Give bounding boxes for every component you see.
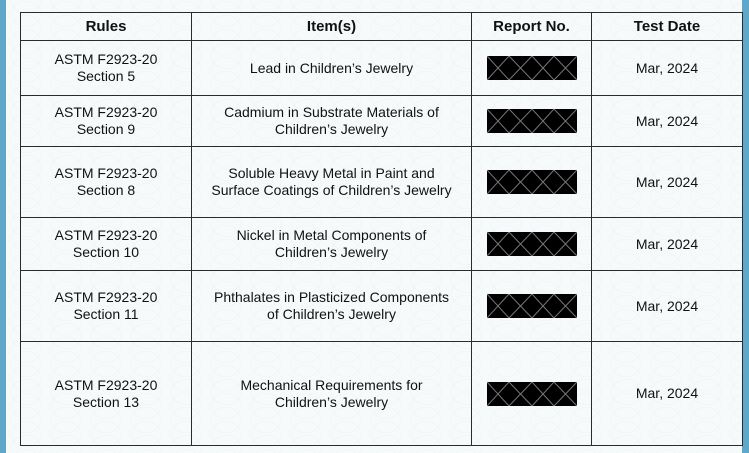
report-cell bbox=[472, 218, 592, 271]
rule-section: Section 11 bbox=[73, 306, 139, 322]
table-row bbox=[21, 218, 743, 271]
table-row bbox=[21, 342, 743, 446]
rule-section: Section 8 bbox=[76, 182, 136, 198]
header-items: Item(s) bbox=[192, 13, 472, 41]
item-cell bbox=[192, 41, 472, 96]
item-text-line2: Children’s Jewelry bbox=[274, 244, 389, 260]
date-cell: Mar, 2024 bbox=[592, 218, 743, 271]
item-text-line2: Children’s Jewelry bbox=[274, 393, 389, 410]
header-test-date: Test Date bbox=[592, 13, 743, 41]
rule-standard: ASTM F2923-20 bbox=[54, 51, 158, 67]
rule-cell bbox=[21, 342, 192, 446]
date-cell: Mar, 2024 bbox=[592, 147, 743, 218]
rule-cell bbox=[21, 271, 192, 342]
item-text: Lead in Children’s Jewelry bbox=[249, 59, 414, 76]
item-text: Mechanical Requirements for bbox=[240, 376, 423, 393]
redacted-report-number bbox=[487, 170, 577, 194]
report-cell bbox=[472, 271, 592, 342]
rule-section: Section 13 bbox=[72, 393, 140, 410]
item-text: Cadmium in Substrate Materials of bbox=[224, 104, 439, 120]
header-rules: Rules bbox=[21, 13, 192, 41]
report-cell bbox=[472, 147, 592, 218]
redacted-report-number bbox=[487, 382, 577, 406]
redacted-report-number bbox=[487, 56, 577, 80]
item-text-line2: of Children’s Jewelry bbox=[267, 306, 396, 322]
report-cell bbox=[472, 41, 592, 96]
rule-section: Section 9 bbox=[76, 121, 136, 137]
rule-cell bbox=[21, 96, 192, 147]
item-text: Phthalates in Plasticized Components bbox=[213, 289, 450, 305]
rule-standard: ASTM F2923-20 bbox=[54, 289, 158, 305]
rule-standard: ASTM F2923-20 bbox=[54, 165, 158, 181]
table-row bbox=[21, 96, 743, 147]
rule-cell bbox=[21, 218, 192, 271]
rule-section: Section 10 bbox=[72, 244, 140, 260]
date-cell: Mar, 2024 bbox=[592, 96, 743, 147]
item-cell bbox=[192, 271, 472, 342]
header-report-no: Report No. bbox=[472, 13, 592, 41]
item-text: Nickel in Metal Components of bbox=[236, 227, 427, 243]
item-text-line2: Surface Coatings of Children’s Jewelry bbox=[211, 182, 452, 198]
rule-cell bbox=[21, 147, 192, 218]
redacted-report-number bbox=[487, 294, 577, 318]
item-text-line2: Children’s Jewelry bbox=[274, 121, 389, 137]
table-header-row bbox=[21, 13, 743, 41]
certificate-paper bbox=[6, 0, 742, 453]
date-cell: Mar, 2024 bbox=[592, 41, 743, 96]
redacted-report-number bbox=[487, 109, 577, 133]
rule-standard: ASTM F2923-20 bbox=[54, 376, 158, 393]
report-cell bbox=[472, 96, 592, 147]
rule-standard: ASTM F2923-20 bbox=[54, 104, 158, 120]
table-row bbox=[21, 41, 743, 96]
item-cell bbox=[192, 96, 472, 147]
item-cell bbox=[192, 218, 472, 271]
date-cell: Mar, 2024 bbox=[592, 342, 743, 446]
table-row bbox=[21, 271, 743, 342]
redacted-report-number bbox=[487, 232, 577, 256]
rule-cell bbox=[21, 41, 192, 96]
item-cell bbox=[192, 147, 472, 218]
date-cell: Mar, 2024 bbox=[592, 271, 743, 342]
rule-standard: ASTM F2923-20 bbox=[54, 227, 158, 243]
item-text: Soluble Heavy Metal in Paint and bbox=[228, 165, 435, 181]
rule-section: Section 5 bbox=[76, 68, 136, 84]
item-cell bbox=[192, 342, 472, 446]
report-cell bbox=[472, 342, 592, 446]
test-report-table bbox=[20, 12, 743, 446]
table-row bbox=[21, 147, 743, 218]
